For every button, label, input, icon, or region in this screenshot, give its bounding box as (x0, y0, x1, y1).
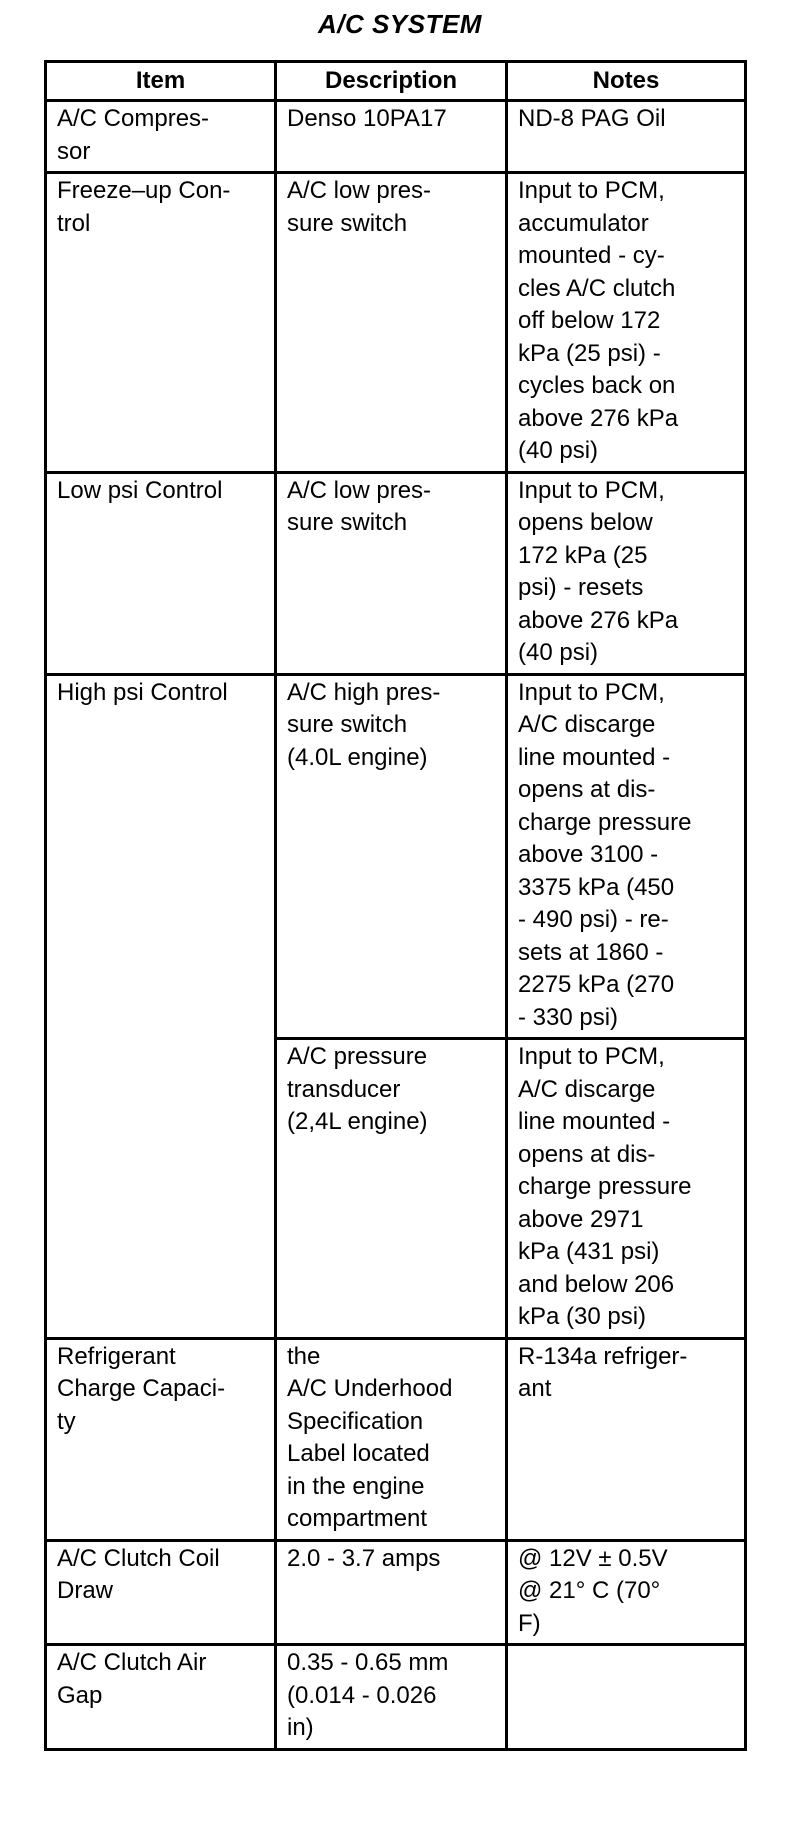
cell-description: 2.0 - 3.7 amps (276, 1540, 507, 1645)
table-row-freeze-up (46, 173, 746, 473)
cell-notes: Input to PCM, A/C discarge line mounted - opens at dis- charge pressure above 3100 - 3375 kPa (450 - 490 psi) - re- sets at 1860 - 2275 kPa (270 - 330 psi) (507, 674, 746, 1039)
cell-notes: ND-8 PAG Oil (507, 101, 746, 173)
cell-description: A/C low pres- sure switch (276, 173, 507, 473)
cell-notes: R-134a refriger- ant (507, 1338, 746, 1540)
table-row-clutch-coil (46, 1540, 746, 1645)
cell-item: A/C Clutch Air Gap (46, 1645, 276, 1750)
cell-notes: Input to PCM, accumulator mounted - cy- cles A/C clutch off below 172 kPa (25 psi) - cycles back on above 276 kPa (40 psi) (507, 173, 746, 473)
cell-description: A/C low pres- sure switch (276, 472, 507, 674)
cell-item: Refrigerant Charge Capaci- ty (46, 1338, 276, 1540)
cell-notes: Input to PCM, opens below 172 kPa (25 psi) - resets above 276 kPa (40 psi) (507, 472, 746, 674)
cell-notes: @ 12V ± 0.5V @ 21° C (70° F) (507, 1540, 746, 1645)
table-row-high-psi (46, 674, 746, 1039)
cell-description: 0.35 - 0.65 mm (0.014 - 0.026 in) (276, 1645, 507, 1750)
cell-notes: Input to PCM, A/C discarge line mounted - opens at dis- charge pressure above 2971 kPa (431 psi) and below 206 kPa (30 psi) (507, 1039, 746, 1339)
cell-item: Low psi Control (46, 472, 276, 674)
table-row-clutch-gap (46, 1645, 746, 1750)
table-row-low-psi (46, 472, 746, 674)
table-row-refrigerant (46, 1338, 746, 1540)
cell-description: the A/C Underhood Specification Label located in the engine compartment (276, 1338, 507, 1540)
column-header-notes: Notes (507, 62, 746, 101)
cell-notes (507, 1645, 746, 1750)
cell-item: Freeze–up Con- trol (46, 173, 276, 473)
cell-item: A/C Clutch Coil Draw (46, 1540, 276, 1645)
spec-table (44, 60, 747, 1751)
header-row (46, 62, 746, 101)
cell-item: A/C Compres- sor (46, 101, 276, 173)
page-title: A/C SYSTEM (318, 9, 482, 39)
column-header-item: Item (46, 62, 276, 101)
cell-description: A/C high pres- sure switch (4.0L engine) (276, 674, 507, 1039)
table-row-compressor (46, 101, 746, 173)
cell-description: Denso 10PA17 (276, 101, 507, 173)
cell-description: A/C pressure transducer (2,4L engine) (276, 1039, 507, 1339)
column-header-description: Description (276, 62, 507, 101)
cell-item: High psi Control (46, 674, 276, 1338)
